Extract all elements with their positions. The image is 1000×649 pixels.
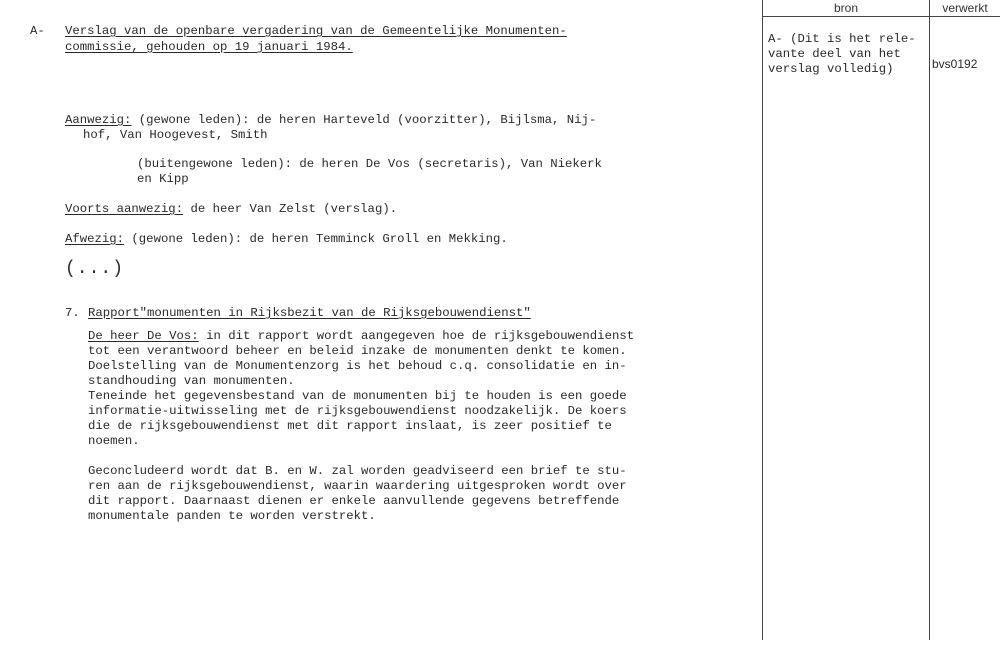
- verwerkt-code: bvs0192: [932, 57, 978, 71]
- header-rule: [763, 16, 1000, 17]
- item7-number: 7.: [65, 306, 80, 320]
- column-divider-right: [929, 0, 930, 640]
- buitengewone-line-2: en Kipp: [137, 172, 189, 186]
- afwezig-label: Afwezig:: [65, 232, 125, 246]
- voorts-aanwezig: [65, 202, 397, 218]
- buitengewone-line-1: (buitengewone leden): de heren De Vos (secretaris), Van Niekerk: [137, 157, 602, 171]
- column-divider-left: [762, 0, 763, 640]
- p1-line: Doelstelling van de Monumentenzorg is het behoud c.q. consolidatie en in-: [88, 359, 627, 373]
- aanwezig-line-2: hof, Van Hoogevest, Smith: [83, 128, 268, 142]
- afwezig-text: (gewone leden): de heren Temminck Groll en Mekking.: [124, 232, 508, 246]
- title-line-2: commissie, gehouden op 19 januari 1984.: [65, 40, 353, 54]
- afwezig: [65, 232, 508, 248]
- item-marker: A-: [30, 24, 45, 38]
- voorts-text: de heer Van Zelst (verslag).: [183, 202, 398, 216]
- item7-p1-first: [88, 329, 634, 345]
- voorts-label: Voorts aanwezig:: [65, 202, 184, 216]
- speaker-label: De heer De Vos:: [88, 329, 199, 343]
- bron-note-line-2: vante deel van het: [768, 47, 901, 61]
- p1-line: standhouding van monumenten.: [88, 374, 295, 388]
- p1-line: informatie-uitwisseling met de rijksgebouwendienst noodzakelijk. De koers: [88, 404, 627, 418]
- column-header-verwerkt: verwerkt: [942, 1, 988, 15]
- p1-line: noemen.: [88, 434, 140, 448]
- bron-note-line-3: verslag volledig): [768, 62, 894, 76]
- p1-first-text: in dit rapport wordt aangegeven hoe de rijksgebouwendienst: [198, 329, 635, 343]
- aanwezig-label: Aanwezig:: [65, 113, 132, 127]
- bron-note-line-1: A- (Dit is het rele-: [768, 32, 916, 46]
- p2-line: Geconcludeerd wordt dat B. en W. zal worden geadviseerd een brief te stu-: [88, 464, 627, 478]
- p1-line: tot een verantwoord beheer en beleid inzake de monumenten denkt te komen.: [88, 344, 627, 358]
- p2-line: monumentale panden te worden verstrekt.: [88, 509, 376, 523]
- ellipsis: (...): [65, 259, 125, 279]
- column-header-bron: bron: [833, 1, 859, 15]
- item7-title: Rapport"monumenten in Rijksbezit van de Rijksgebouwendienst": [88, 306, 531, 320]
- p2-line: ren aan de rijksgebouwendienst, waarin waardering uitgesproken wordt over: [88, 479, 627, 493]
- title-line-1: Verslag van de openbare vergadering van de Gemeentelijke Monumenten-: [65, 24, 567, 38]
- p1-line: die de rijksgebouwendienst met dit rapport inslaat, is zeer positief te: [88, 419, 612, 433]
- p2-line: dit rapport. Daarnaast dienen er enkele aanvullende gegevens betreffende: [88, 494, 620, 508]
- aanwezig-text: (gewone leden): de heren Harteveld (voorzitter), Bijlsma, Nij-: [131, 113, 597, 127]
- aanwezig-line-1: [65, 113, 596, 129]
- p1-line: Teneinde het gegevensbestand van de monumenten bij te houden is een goede: [88, 389, 627, 403]
